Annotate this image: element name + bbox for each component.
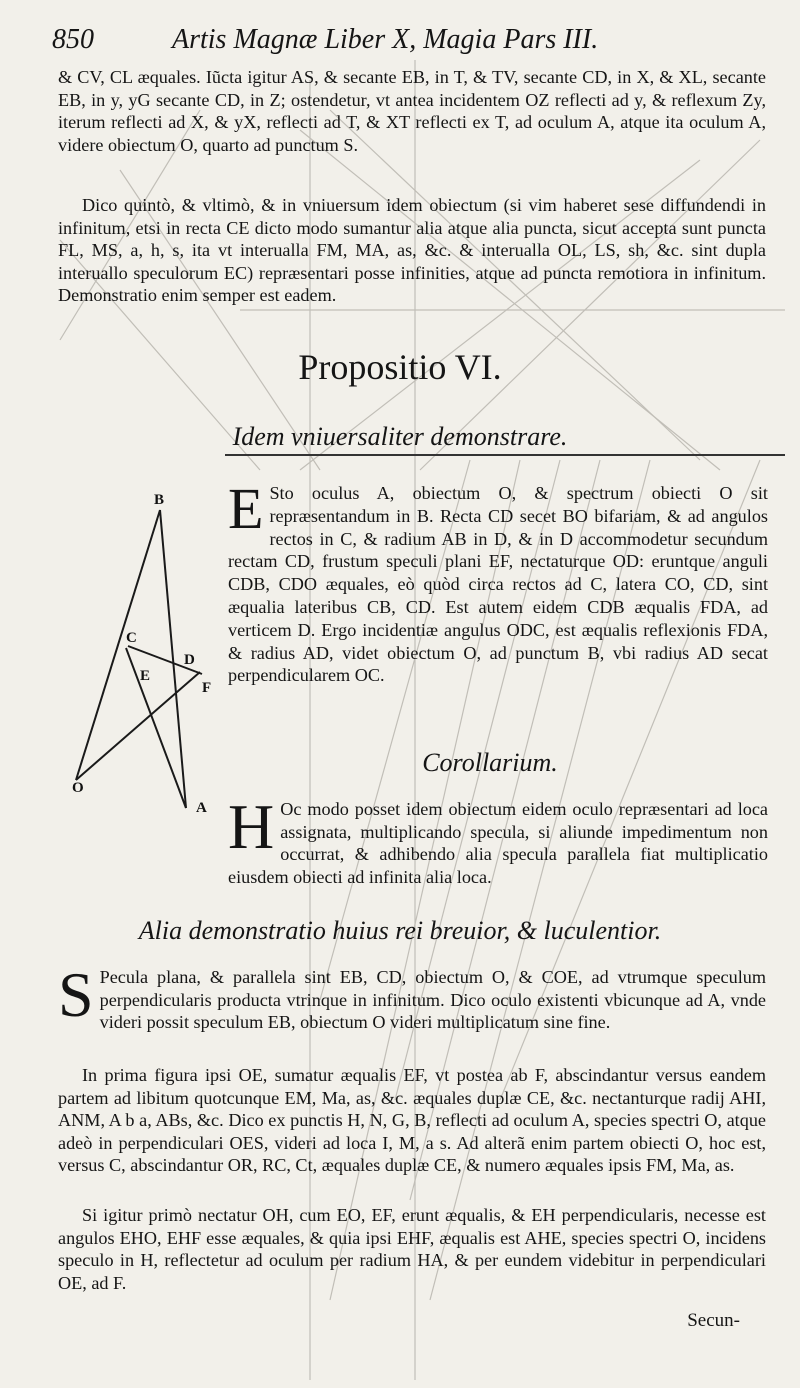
alia-text: Pecula plana, & parallela sint EB, CD, obiectum O, & COE, ad vtrumque speculum perpendicularis producta vtrinque in infinitum. Dico oculo existenti vbicunque ad A, vnde videri possit speculum EB, obiectum O videri multiplicatum sine fine. xyxy=(99,967,766,1032)
alia-title: Alia demonstratio huius rei breuior, & luculentior. xyxy=(138,916,662,945)
corollarium-title: Corollarium. xyxy=(422,748,558,777)
proposition-text: Sto oculus A, obiectum O, & spectrum obiecti O sit repræsentandum in B. Recta CD secet BO bifariam, & ad angulos rectos in C, & radium AB in D, & in D accommodetur secundum rectam CD, frustum speculi plani EF, nectaturque OD: eruntque anguli CDB, CDO æquales, eò quòd circa rectos ad C, latera CO, CD, sint æqualia lateribus CB, CD. Est autem eidem CDB æqualis FDA, ad verticem D. Ergo incidentiæ angulus ODC, est æqualis reflexionis FDA, & radius AD, videt obiectum O, ad punctum B, vbi radius AD secat perpendicularem OC. xyxy=(228,483,768,686)
label-d: D xyxy=(184,652,195,668)
paragraph-continued: & CV, CL æquales. Iũcta igitur AS, & secante EB, in T, & TV, secante CD, in X, & XL, secante EB, in y, yG secante CD, in Z; ostendetur, vt antea incidentem OZ reflecti ad y, & reflexum Zy, iterum reflecti ad X, & yX, reflecti ad T, & XT reflecti ex T, ad oculum A, atque ita oculum A, videre obiectum O, quarto ad punctum S. xyxy=(58,67,766,155)
alia-paragraph-2: In prima figura ipsi OE, sumatur æqualis EF, vt postea ab F, abscindantur versus eandem partem ad libitum quotcunque EM, Ma, as, &c. æquales duplæ CE, &c. nectanturque radij AHI, ANM, A b a, ABs, &c. Dico ex punctis H, N, G, B, reflecti ad oculum A, species spectri O, atque adeò in perpendiculari OES, videri ad loca I, M, a s. Ad alterã enim partem obiecti O, hoc est, versus C, abscindantur OR, RC, Ct, æquales duplæ CE, & numero æquales ipsis FM, Ma, as. xyxy=(58,1065,766,1175)
alia-body xyxy=(58,959,766,1034)
dropcap-s: S xyxy=(58,959,94,1030)
corollarium-text: Oc modo posset idem obiectum eidem oculo repræsentari ad loca assignata, multiplicando specula, si aliunde impedimentum non occurrat, & adhibendo alia specula parallela fiat multiplicatio eiusdem obiecti ad infinita alia loca. xyxy=(228,799,768,887)
catchword: Secun- xyxy=(687,1310,740,1331)
proposition-body xyxy=(228,476,768,687)
proposition-title: Propositio VI. xyxy=(298,347,502,387)
divider-rule xyxy=(225,454,785,456)
label-o: O xyxy=(72,780,84,796)
dropcap-e: E xyxy=(228,476,264,541)
running-header xyxy=(52,18,772,62)
alia-paragraph-3: Si igitur primò nectatur OH, cum EO, EF, erunt æqualis, & EH perpendicularis, necesse est angulos EHO, EHF esse æquales, & quia ipsi EHF, æqualis est AHE, species spectri O, incidens speculo in H, reflectetur ad oculum per radium HA, & per eundem videbitur in perpendiculari OE, ad F. xyxy=(58,1205,766,1293)
label-e: E xyxy=(140,668,151,684)
paragraph-dico-quinto: Dico quintò, & vltimò, & in vniuersum idem obiectum (si vim haberet sese diffundendi in infinitum, etsi in recta CE dicto modo sumantur alia atque alia puncta, sicut accepta sunt puncta FL, MS, a, h, s, ita vt interualla FM, MA, as, &c. & interualla OL, LS, sh, &c. sint dupla interuallo speculorum EC) repræsentari posse infinities, atque ad puncta remotiora in infinitum. Demonstratio enim semper est eadem. xyxy=(58,195,766,305)
proposition-subtitle: Idem vniuersaliter demonstrare. xyxy=(232,422,568,451)
label-b: B xyxy=(154,492,165,508)
running-title: Artis Magnæ Liber X, Magia Pars III. xyxy=(172,24,599,55)
label-f: F xyxy=(202,680,212,696)
label-c: C xyxy=(126,630,137,646)
dropcap-h: H xyxy=(228,791,275,862)
corollarium-body xyxy=(228,791,768,888)
label-a: A xyxy=(196,800,207,816)
page-number: 850 xyxy=(52,24,94,55)
